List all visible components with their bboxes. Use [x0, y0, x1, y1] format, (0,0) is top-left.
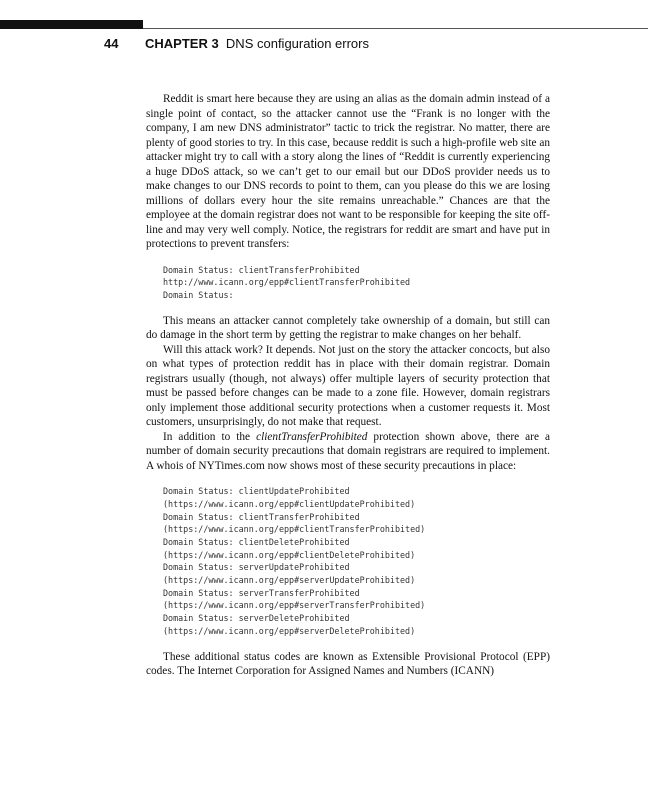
code-line: Domain Status: clientUpdateProhibited — [163, 486, 350, 497]
code-line: Domain Status: serverTransferProhibited — [163, 587, 360, 598]
code-block-reddit-status — [163, 264, 550, 302]
paragraph-text: In addition to the — [163, 430, 257, 443]
paragraph-text: protection shown above, there are a number of domain security precautions that domain registrars are required to implement. A whois of NYTimes.com now shows most of these security precautions in place: — [146, 430, 550, 472]
paragraph: Will this attack work? It depends. Not just on the story the attacker concocts, but also on what types of protection reddit has in place with their domain registrar. Domain registrars usually (though, not always) offer multiple layers of security protection that must be passed before changes can be made to a zone file. However, domain registrars only implement those additional security protections when a customer requests it. Most customers, unsurprisingly, do not make that request. — [146, 343, 550, 429]
code-line: Domain Status: — [163, 289, 234, 300]
code-line: (https://www.icann.org/epp#clientDeleteProhibited) — [163, 549, 416, 560]
chapter-title: DNS configuration errors — [225, 36, 369, 51]
paragraph: Reddit is smart here because they are using an alias as the domain admin instead of a single point of contact, so the attacker cannot use the “Frank is no longer with the company, I am new DNS administrator” tactic to trick the registrar. No matter, there are plenty of good stories to try. In this case, because reddit is such a high-profile web site an attacker might try to call with a story along the lines of “Reddit is currently experiencing a huge DDoS attack, so we can’t get to our email but our DDoS provider needs us to make changes to our DNS records to point to them, can you please do this we are losing millions of dollars every hour the site remains unreachable.” Chances are that the employee at the domain registrar does not want to be responsible for keeping the site off-line and may very well comply. Notice, the registrars for reddit are smart and have put in protections to prevent transfers: — [146, 93, 550, 250]
code-line: (https://www.icann.org/epp#serverUpdateProhibited) — [163, 575, 416, 586]
code-line: Domain Status: clientTransferProhibited — [163, 511, 360, 522]
code-line: Domain Status: serverUpdateProhibited — [163, 562, 350, 573]
code-line: Domain Status: clientTransferProhibited — [163, 264, 360, 275]
italic-term: clientTransferProhibited — [256, 430, 368, 443]
header-bar — [0, 20, 143, 29]
chapter-label: CHAPTER 3 — [145, 36, 219, 51]
code-block-nytimes-status — [163, 485, 550, 637]
code-line: (https://www.icann.org/epp#serverDeleteProhibited) — [163, 625, 416, 636]
page-body — [146, 92, 550, 679]
code-line: Domain Status: serverDeleteProhibited — [163, 613, 350, 624]
code-line: Domain Status: clientDeleteProhibited — [163, 536, 350, 547]
code-line: (https://www.icann.org/epp#clientUpdateProhibited) — [163, 498, 416, 509]
code-line: http://www.icann.org/epp#clientTransferProhibited — [163, 277, 411, 288]
running-header — [104, 36, 369, 54]
code-line: (https://www.icann.org/epp#clientTransferProhibited) — [163, 524, 426, 535]
paragraph — [146, 430, 550, 474]
paragraph: These additional status codes are known as Extensible Provisional Protocol (EPP) codes. The Internet Corporation for Assigned Names and Numbers (ICANN) — [146, 650, 550, 678]
page-number: 44 — [104, 36, 119, 51]
paragraph: This means an attacker cannot completely take ownership of a domain, but still can do damage in the short term by getting the registrar to make changes on her behalf. — [146, 314, 550, 342]
code-line: (https://www.icann.org/epp#serverTransferProhibited) — [163, 600, 426, 611]
header-rule — [143, 28, 648, 29]
